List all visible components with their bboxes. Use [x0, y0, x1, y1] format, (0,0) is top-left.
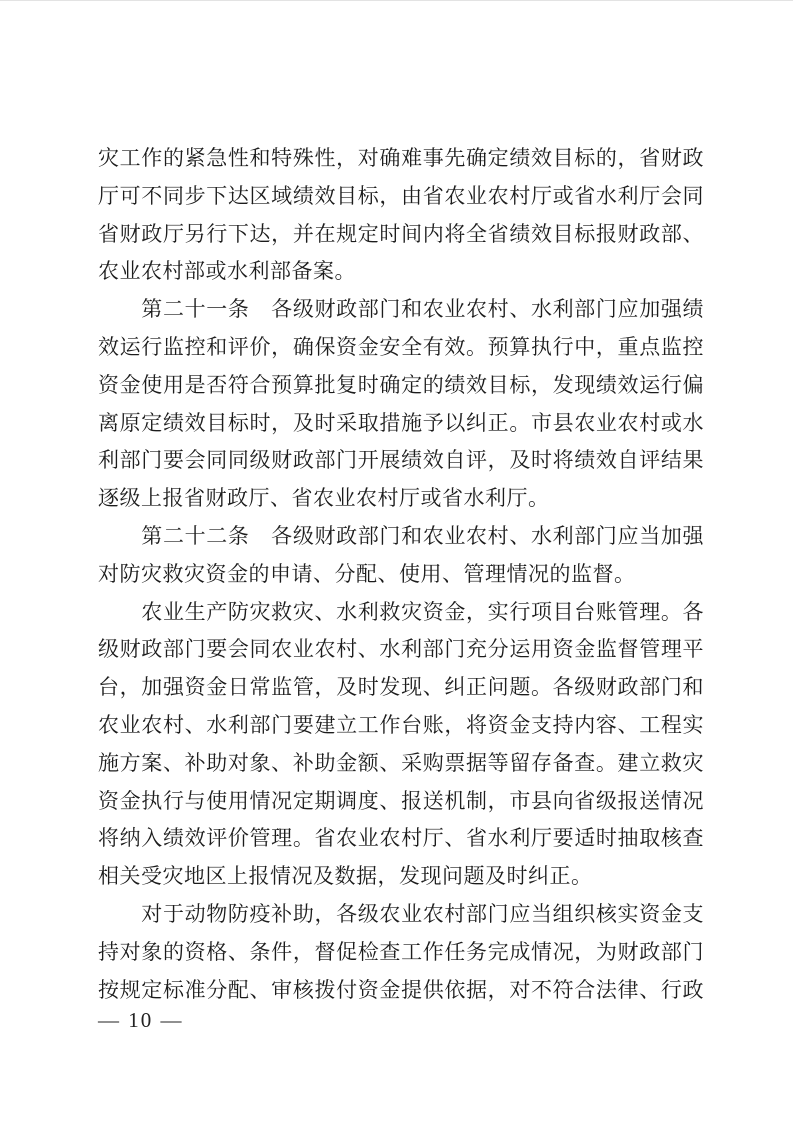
- text-line: 第二十二条 各级财政部门和农业农村、水利部门应当加强: [98, 523, 704, 548]
- paragraph-article-22: [98, 518, 704, 594]
- text-line: 农业农村、水利部门要建立工作台账，将资金支持内容、工程实: [98, 712, 704, 737]
- text-line: 持对象的资格、条件，督促检查工作任务完成情况，为财政部门: [98, 939, 704, 964]
- text-line: 农业生产防灾救灾、水利救灾资金，实行项目台账管理。各: [98, 599, 704, 624]
- document-body: [98, 140, 704, 1009]
- text-line: 台，加强资金日常监管，及时发现、纠正问题。各级财政部门和: [98, 675, 704, 700]
- text-line: 利部门要会同同级财政部门开展绩效自评，及时将绩效自评结果: [98, 448, 704, 473]
- text-line: 资金执行与使用情况定期调度、报送机制，市县向省级报送情况: [98, 788, 704, 813]
- text-line: 省财政厅另行下达，并在规定时间内将全省绩效目标报财政部、: [98, 221, 704, 246]
- text-line: 逐级上报省财政厅、省农业农村厅或省水利厅。: [98, 486, 550, 511]
- text-line: 对防灾救灾资金的申请、分配、使用、管理情况的监督。: [98, 561, 636, 586]
- text-line: 效运行监控和评价，确保资金安全有效。预算执行中，重点监控: [98, 334, 704, 359]
- paragraph-animal-epidemic-subsidy: [98, 896, 704, 1009]
- text-line: 对于动物防疫补助，各级农业农村部门应当组织核实资金支: [98, 901, 704, 926]
- text-line: 按规定标准分配、审核拨付资金提供依据，对不符合法律、行政: [98, 977, 704, 1002]
- paragraph-ledger-management: [98, 594, 704, 896]
- text-line: 资金使用是否符合预算批复时确定的绩效目标，发现绩效运行偏: [98, 372, 704, 397]
- text-line: 级财政部门要会同农业农村、水利部门充分运用资金监督管理平: [98, 637, 704, 662]
- text-line: 第二十一条 各级财政部门和农业农村、水利部门应加强绩: [98, 297, 704, 322]
- page-number: — 10 —: [98, 1008, 184, 1032]
- paragraph-continuation: [98, 140, 704, 291]
- text-line: 离原定绩效目标时，及时采取措施予以纠正。市县农业农村或水: [98, 410, 704, 435]
- text-line: 施方案、补助对象、补助金额、采购票据等留存备查。建立救灾: [98, 750, 704, 775]
- scan-top-edge: [0, 0, 793, 1]
- text-line: 相关受灾地区上报情况及数据，发现问题及时纠正。: [98, 864, 593, 889]
- text-line: 灾工作的紧急性和特殊性，对确难事先确定绩效目标的，省财政: [98, 146, 704, 170]
- paragraph-article-21: [98, 291, 704, 518]
- text-line: 将纳入绩效评价管理。省农业农村厅、省水利厅要适时抽取核查: [98, 826, 704, 851]
- text-line: 厅可不同步下达区域绩效目标，由省农业农村厅或省水利厅会同: [98, 183, 704, 208]
- text-line: 农业农村部或水利部备案。: [98, 259, 356, 284]
